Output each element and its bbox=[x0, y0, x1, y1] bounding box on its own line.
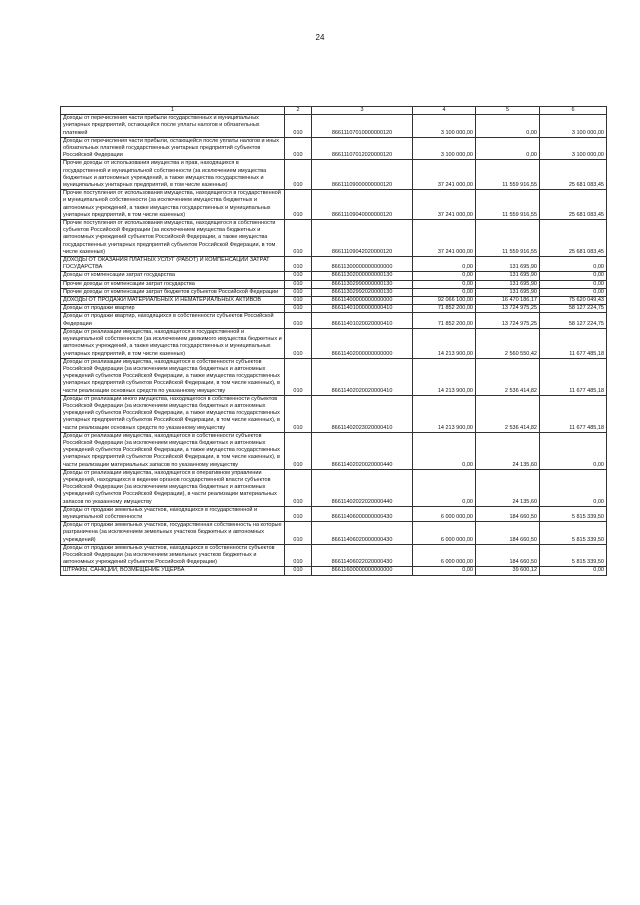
row-line-code: 010 bbox=[285, 395, 312, 432]
row-description: ШТРАФЫ, САНКЦИИ, ВОЗМЕЩЕНИЕ УЩЕРБА bbox=[61, 567, 285, 575]
row-line-code: 010 bbox=[285, 160, 312, 190]
row-budget-code: 86611406020000000430 bbox=[312, 522, 413, 545]
column-header: 2 bbox=[285, 107, 312, 115]
row-budget-code: 86611302000000000130 bbox=[312, 272, 413, 280]
row-description: Доходы от перечисления части прибыли государственных и муниципальных унитарных предприятий, остающейся после уплаты налогов и обязательных платежей bbox=[61, 115, 285, 138]
row-approved-amount: 71 852 200,00 bbox=[413, 313, 476, 328]
table-row bbox=[61, 506, 607, 521]
row-executed-amount: 2 536 414,82 bbox=[476, 395, 540, 432]
row-description: Доходы от продажи квартир bbox=[61, 305, 285, 313]
row-line-code: 010 bbox=[285, 313, 312, 328]
row-line-code: 010 bbox=[285, 257, 312, 272]
row-approved-amount: 71 852 200,00 bbox=[413, 305, 476, 313]
row-unexecuted-amount: 0,00 bbox=[540, 272, 607, 280]
row-executed-amount: 131 695,90 bbox=[476, 288, 540, 296]
table-row bbox=[61, 313, 607, 328]
row-unexecuted-amount: 58 127 224,75 bbox=[540, 313, 607, 328]
row-approved-amount: 37 241 000,00 bbox=[413, 160, 476, 190]
row-budget-code: 86611406000000000430 bbox=[312, 506, 413, 521]
column-header: 1 bbox=[61, 107, 285, 115]
row-approved-amount: 0,00 bbox=[413, 257, 476, 272]
row-unexecuted-amount: 3 100 000,00 bbox=[540, 115, 607, 138]
row-unexecuted-amount: 25 681 083,45 bbox=[540, 160, 607, 190]
row-unexecuted-amount: 0,00 bbox=[540, 280, 607, 288]
row-description: Доходы от реализации имущества, находящегося в собственности субъектов Российской Федерации (за исключением имущества бюджетных и автономных учреждений субъектов Российской Федерации, а также имущества государственных унитарных предприятий субъектов Российской Федерации, в том числе казенных), в части реализации основных средств по указанному имуществу bbox=[61, 358, 285, 395]
row-description: Доходы от продажи земельных участков, находящихся в собственности субъектов Российской Федерации (за исключением земельных участков бюджетных и автономных учреждений субъектов Российской Федерации) bbox=[61, 544, 285, 567]
row-approved-amount: 0,00 bbox=[413, 567, 476, 575]
row-unexecuted-amount: 3 100 000,00 bbox=[540, 137, 607, 160]
table-row bbox=[61, 395, 607, 432]
row-line-code: 010 bbox=[285, 137, 312, 160]
row-budget-code: 86611402020020000440 bbox=[312, 432, 413, 469]
row-approved-amount: 0,00 bbox=[413, 469, 476, 506]
row-unexecuted-amount: 11 677 485,18 bbox=[540, 395, 607, 432]
row-line-code: 010 bbox=[285, 305, 312, 313]
row-executed-amount: 13 724 975,25 bbox=[476, 313, 540, 328]
row-unexecuted-amount: 5 815 339,50 bbox=[540, 544, 607, 567]
row-unexecuted-amount: 25 681 083,45 bbox=[540, 190, 607, 220]
table-row bbox=[61, 567, 607, 575]
row-budget-code: 86611109000000000120 bbox=[312, 160, 413, 190]
row-description: Прочие поступления от использования имущества, находящегося в государственной и муниципальной собственности (за исключением имущества бюджетных и автономных учреждений, а также имущества государственных и муниципальных унитарных предприятий, в том числе казенных) bbox=[61, 190, 285, 220]
row-executed-amount: 13 724 975,25 bbox=[476, 305, 540, 313]
row-executed-amount: 184 660,50 bbox=[476, 506, 540, 521]
row-executed-amount: 184 660,50 bbox=[476, 522, 540, 545]
row-unexecuted-amount: 11 677 485,18 bbox=[540, 328, 607, 358]
row-executed-amount: 131 695,90 bbox=[476, 280, 540, 288]
row-approved-amount: 92 066 100,00 bbox=[413, 297, 476, 305]
row-unexecuted-amount: 0,00 bbox=[540, 469, 607, 506]
table-row bbox=[61, 190, 607, 220]
row-line-code: 010 bbox=[285, 115, 312, 138]
row-approved-amount: 37 241 000,00 bbox=[413, 220, 476, 257]
row-unexecuted-amount: 25 681 083,45 bbox=[540, 220, 607, 257]
row-unexecuted-amount: 0,00 bbox=[540, 432, 607, 469]
table-row bbox=[61, 220, 607, 257]
row-line-code: 010 bbox=[285, 567, 312, 575]
row-approved-amount: 6 000 000,00 bbox=[413, 544, 476, 567]
table-row bbox=[61, 257, 607, 272]
page-number: 24 bbox=[315, 33, 325, 42]
row-approved-amount: 3 100 000,00 bbox=[413, 115, 476, 138]
table-row bbox=[61, 137, 607, 160]
table-row bbox=[61, 544, 607, 567]
row-budget-code: 86611302992020000130 bbox=[312, 288, 413, 296]
row-approved-amount: 0,00 bbox=[413, 432, 476, 469]
row-line-code: 010 bbox=[285, 328, 312, 358]
row-budget-code: 86611107012020000120 bbox=[312, 137, 413, 160]
row-executed-amount: 2 560 550,42 bbox=[476, 328, 540, 358]
row-unexecuted-amount: 0,00 bbox=[540, 567, 607, 575]
row-executed-amount: 184 660,50 bbox=[476, 544, 540, 567]
table-row bbox=[61, 280, 607, 288]
row-approved-amount: 3 100 000,00 bbox=[413, 137, 476, 160]
row-line-code: 010 bbox=[285, 190, 312, 220]
row-executed-amount: 16 470 186,17 bbox=[476, 297, 540, 305]
row-line-code: 010 bbox=[285, 506, 312, 521]
row-description: Доходы от перечисления части прибыли, остающейся после уплаты налогов и иных обязательных платежей государственных унитарных предприятий субъектов Российской Федерации bbox=[61, 137, 285, 160]
row-description: Прочие доходы от использования имущества и прав, находящихся в государственной и муниципальной собственности (за исключением имущества бюджетных и автономных учреждений, а также имущества государственных и муниципальных унитарных предприятий, в том числе казенных) bbox=[61, 160, 285, 190]
table-row bbox=[61, 115, 607, 138]
row-approved-amount: 0,00 bbox=[413, 280, 476, 288]
row-unexecuted-amount: 75 620 049,43 bbox=[540, 297, 607, 305]
table-row bbox=[61, 305, 607, 313]
table-row bbox=[61, 432, 607, 469]
row-budget-code: 86611109042020000120 bbox=[312, 220, 413, 257]
row-budget-code: 86611302990000000130 bbox=[312, 280, 413, 288]
row-executed-amount: 24 135,60 bbox=[476, 469, 540, 506]
row-description: ДОХОДЫ ОТ ПРОДАЖИ МАТЕРИАЛЬНЫХ И НЕМАТЕРИАЛЬНЫХ АКТИВОВ bbox=[61, 297, 285, 305]
row-approved-amount: 37 241 000,00 bbox=[413, 190, 476, 220]
row-budget-code: 86611401020020000410 bbox=[312, 313, 413, 328]
row-approved-amount: 14 213 900,00 bbox=[413, 395, 476, 432]
row-approved-amount: 6 000 000,00 bbox=[413, 506, 476, 521]
row-description: Прочие поступления от использования имущества, находящегося в собственности субъектов Российской Федерации (за исключением имущества бюджетных и автономных учреждений субъектов Российской Федерации, а также имущества государственных унитарных предприятий субъектов Российской Федерации, в том числе казенных) bbox=[61, 220, 285, 257]
row-description: Доходы от продажи квартир, находящихся в собственности субъектов Российской Федерации bbox=[61, 313, 285, 328]
row-line-code: 010 bbox=[285, 544, 312, 567]
row-unexecuted-amount: 0,00 bbox=[540, 288, 607, 296]
row-approved-amount: 0,00 bbox=[413, 288, 476, 296]
table-row bbox=[61, 328, 607, 358]
row-executed-amount: 11 559 916,55 bbox=[476, 220, 540, 257]
row-executed-amount: 0,00 bbox=[476, 137, 540, 160]
row-description: Доходы от реализации имущества, находящегося в оперативном управлении учреждений, находящихся в ведении органов государственной власти субъектов Российской Федерации (за исключением имущества бюджетных и автономных учреждений субъектов Российской Федерации), в части реализации материальных запасов по указанному имуществу bbox=[61, 469, 285, 506]
table-row bbox=[61, 522, 607, 545]
row-unexecuted-amount: 0,00 bbox=[540, 257, 607, 272]
row-budget-code: 86611107010000000120 bbox=[312, 115, 413, 138]
row-unexecuted-amount: 5 815 339,50 bbox=[540, 522, 607, 545]
table-row bbox=[61, 469, 607, 506]
row-description: Доходы от продажи земельных участков, находящихся в государственной и муниципальной собственности bbox=[61, 506, 285, 521]
row-line-code: 010 bbox=[285, 280, 312, 288]
row-budget-code: 86611600000000000000 bbox=[312, 567, 413, 575]
row-budget-code: 86611402023020000410 bbox=[312, 395, 413, 432]
column-header: 5 bbox=[476, 107, 540, 115]
row-description: Доходы от компенсации затрат государства bbox=[61, 272, 285, 280]
revenue-table bbox=[60, 106, 607, 576]
row-executed-amount: 0,00 bbox=[476, 115, 540, 138]
row-executed-amount: 24 135,60 bbox=[476, 432, 540, 469]
row-budget-code: 86611401000000000410 bbox=[312, 305, 413, 313]
row-approved-amount: 0,00 bbox=[413, 272, 476, 280]
row-executed-amount: 131 695,90 bbox=[476, 257, 540, 272]
row-executed-amount: 39 600,12 bbox=[476, 567, 540, 575]
row-description: Доходы от реализации имущества, находящегося в собственности субъектов Российской Федерации (за исключением имущества бюджетных и автономных учреждений субъектов Российской Федерации, а также имущества государственных унитарных предприятий субъектов Российской Федерации, в том числе казенных), в части реализации материальных запасов по указанному имуществу bbox=[61, 432, 285, 469]
row-executed-amount: 131 695,90 bbox=[476, 272, 540, 280]
table-row bbox=[61, 288, 607, 296]
table-row bbox=[61, 358, 607, 395]
row-line-code: 010 bbox=[285, 272, 312, 280]
row-budget-code: 86611300000000000000 bbox=[312, 257, 413, 272]
row-description: Доходы от реализации иного имущества, находящегося в собственности субъектов Российской Федерации (за исключением имущества бюджетных и автономных учреждений субъектов Российской Федерации, а также имущества государственных унитарных предприятий субъектов Российской Федерации, в том числе казенных), в части реализации основных средств по указанному имуществу bbox=[61, 395, 285, 432]
row-executed-amount: 11 559 916,55 bbox=[476, 160, 540, 190]
table-header-row bbox=[61, 107, 607, 115]
row-approved-amount: 14 213 900,00 bbox=[413, 328, 476, 358]
column-header: 4 bbox=[413, 107, 476, 115]
row-description: Прочие доходы от компенсации затрат государства bbox=[61, 280, 285, 288]
row-budget-code: 86611109040000000120 bbox=[312, 190, 413, 220]
row-approved-amount: 6 000 000,00 bbox=[413, 522, 476, 545]
row-description: Доходы от реализации имущества, находящегося в государственной и муниципальной собственности (за исключением движимого имущества бюджетных и автономных учреждений, а также имущества государственных и муниципальных унитарных предприятий, в том числе казенных) bbox=[61, 328, 285, 358]
column-header: 6 bbox=[540, 107, 607, 115]
row-line-code: 010 bbox=[285, 297, 312, 305]
row-line-code: 010 bbox=[285, 469, 312, 506]
row-unexecuted-amount: 11 677 485,18 bbox=[540, 358, 607, 395]
table-row bbox=[61, 297, 607, 305]
row-unexecuted-amount: 58 127 224,75 bbox=[540, 305, 607, 313]
row-budget-code: 86611402000000000000 bbox=[312, 328, 413, 358]
row-description: Доходы от продажи земельных участков, государственная собственность на которые разграничена (за исключением земельных участков бюджетных и автономных учреждений) bbox=[61, 522, 285, 545]
row-line-code: 010 bbox=[285, 432, 312, 469]
column-header: 3 bbox=[312, 107, 413, 115]
row-budget-code: 86611402020020000410 bbox=[312, 358, 413, 395]
row-budget-code: 86611402022020000440 bbox=[312, 469, 413, 506]
row-line-code: 010 bbox=[285, 288, 312, 296]
row-unexecuted-amount: 5 815 339,50 bbox=[540, 506, 607, 521]
row-description: ДОХОДЫ ОТ ОКАЗАНИЯ ПЛАТНЫХ УСЛУГ (РАБОТ) И КОМПЕНСАЦИИ ЗАТРАТ ГОСУДАРСТВА bbox=[61, 257, 285, 272]
table-row bbox=[61, 160, 607, 190]
row-approved-amount: 14 213 900,00 bbox=[413, 358, 476, 395]
row-budget-code: 86611400000000000000 bbox=[312, 297, 413, 305]
row-executed-amount: 2 536 414,82 bbox=[476, 358, 540, 395]
row-executed-amount: 11 559 916,55 bbox=[476, 190, 540, 220]
row-line-code: 010 bbox=[285, 220, 312, 257]
row-line-code: 010 bbox=[285, 358, 312, 395]
row-line-code: 010 bbox=[285, 522, 312, 545]
row-description: Прочие доходы от компенсации затрат бюджетов субъектов Российской Федерации bbox=[61, 288, 285, 296]
row-budget-code: 86611406022020000430 bbox=[312, 544, 413, 567]
table-row bbox=[61, 272, 607, 280]
